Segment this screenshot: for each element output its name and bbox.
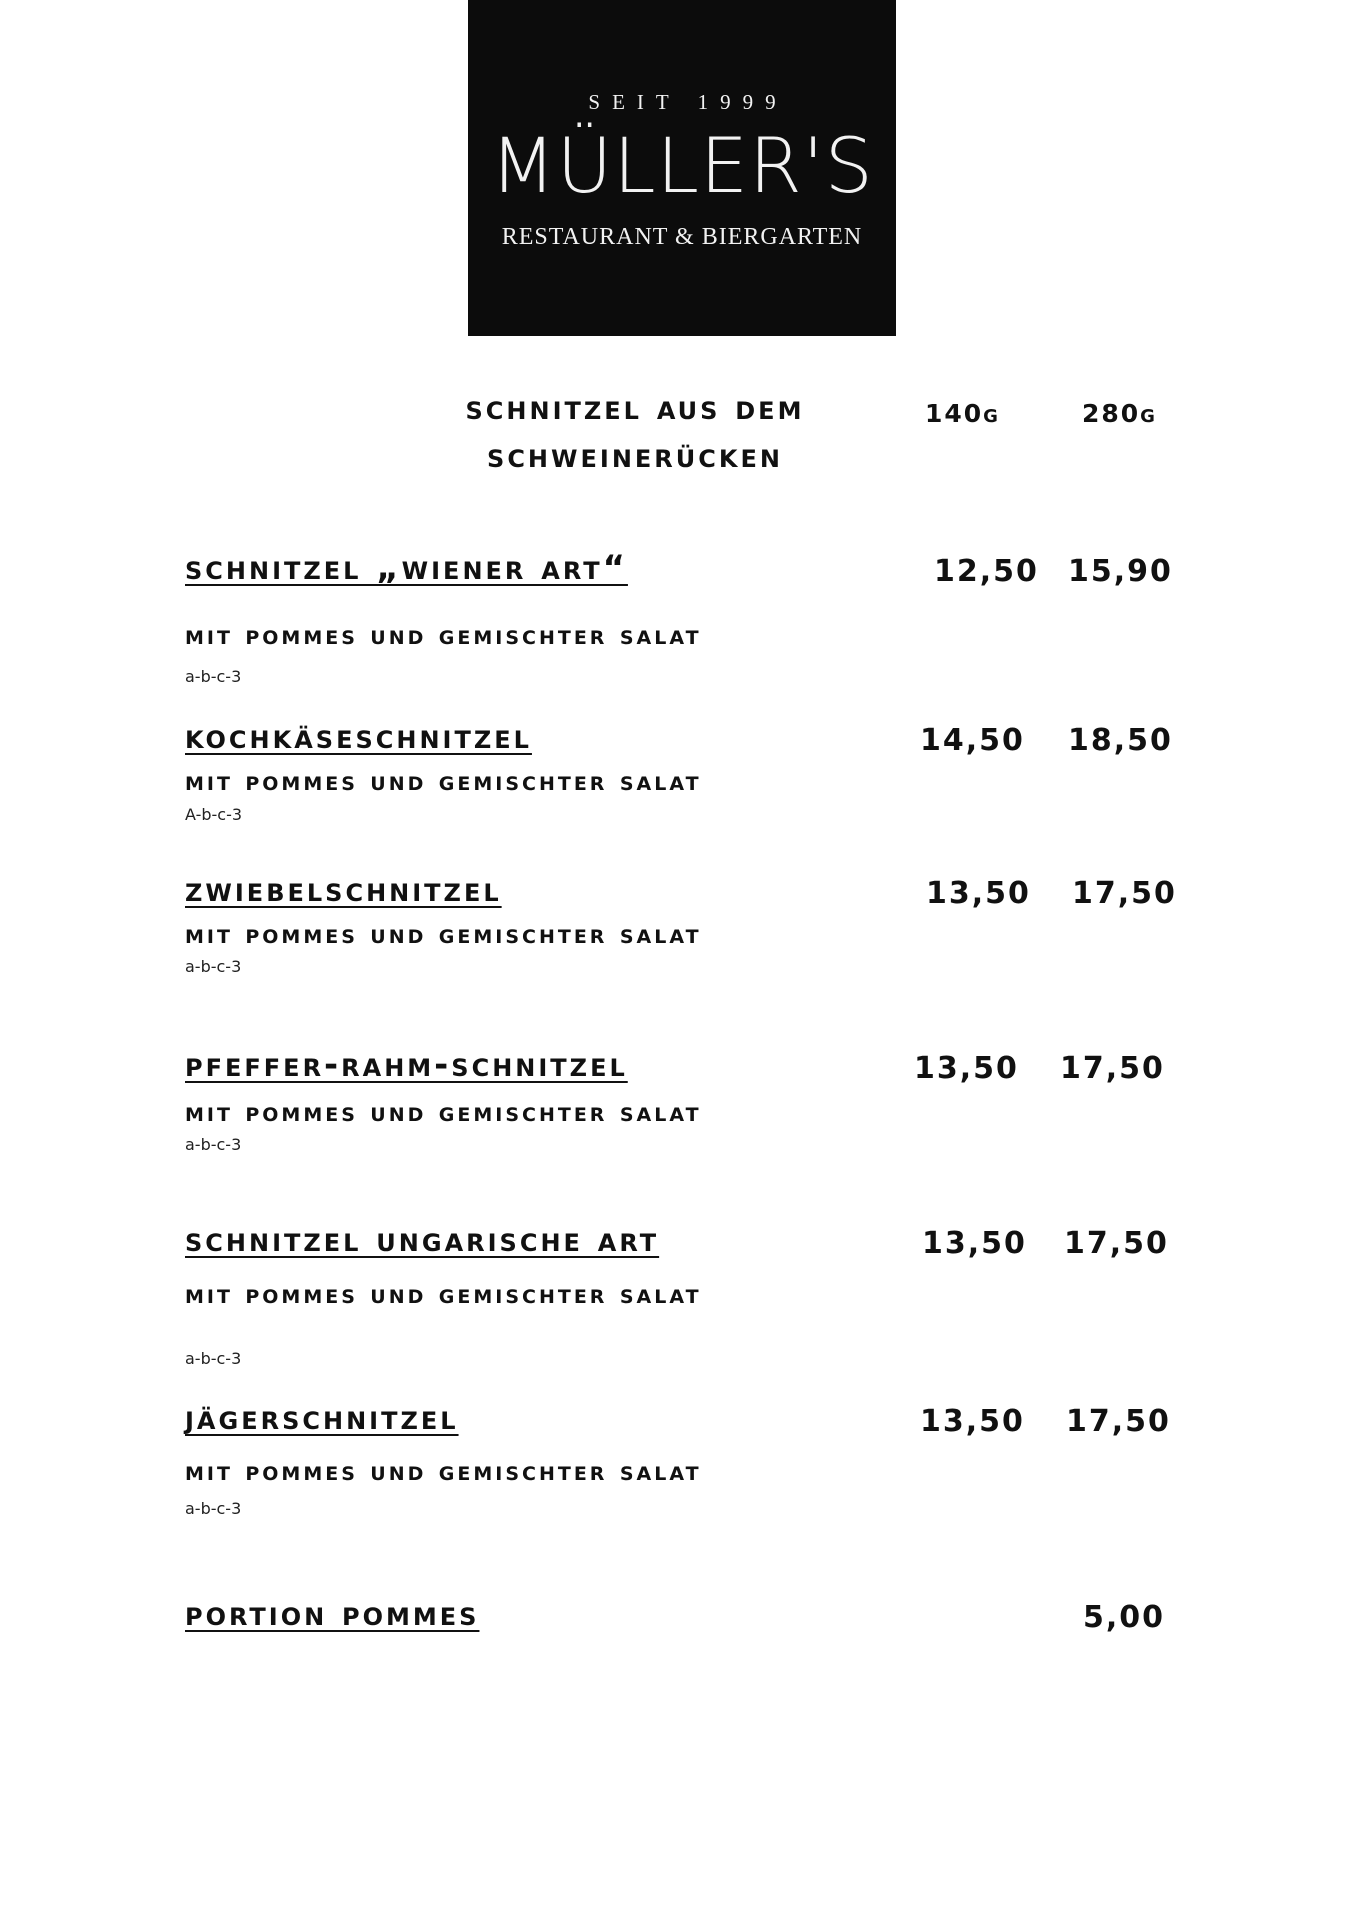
size-label-large: 280g: [1082, 399, 1157, 428]
menu-item-allergens: a-b-c-3: [185, 667, 242, 686]
menu-item-description: mit pommes und gemischter salat: [185, 1279, 702, 1310]
menu-item-price-large: 15,90: [1068, 554, 1173, 589]
logo-since: SEIT 1999: [588, 90, 788, 114]
menu-item-allergens: a-b-c-3: [185, 1135, 242, 1154]
menu-item-price-large: 18,50: [1068, 723, 1173, 758]
menu-item-allergens: a-b-c-3: [185, 957, 242, 976]
menu-item-price-small: 13,50: [926, 876, 1031, 911]
section-title-line-2: schweinerücken: [487, 436, 783, 476]
menu-item-name: schnitzel ungarische art: [185, 1220, 660, 1260]
section-title-line-1: schnitzel aus dem: [465, 388, 805, 428]
menu-item-description: mit pommes und gemischter salat: [185, 919, 702, 950]
menu-item-allergens: a-b-c-3: [185, 1349, 242, 1368]
menu-item-name: pfeffer-rahm-schnitzel: [185, 1045, 628, 1085]
menu-item-price-small: 14,50: [920, 723, 1025, 758]
menu-item-description: mit pommes und gemischter salat: [185, 1456, 702, 1487]
logo-name: MÜLLER'S: [490, 121, 874, 210]
menu-item-price-small: 12,50: [934, 554, 1039, 589]
menu-item-allergens: A-b-c-3: [185, 805, 243, 824]
menu-item-name: zwiebelschnitzel: [185, 870, 502, 910]
menu-item-description: mit pommes und gemischter salat: [185, 620, 702, 651]
menu-item-price: 5,00: [1083, 1600, 1166, 1635]
menu-item-description: mit pommes und gemischter salat: [185, 1097, 702, 1128]
menu-item-price-small: 13,50: [914, 1051, 1019, 1086]
logo-subtitle: RESTAURANT & BIERGARTEN: [501, 224, 863, 250]
menu-item-price-large: 17,50: [1064, 1226, 1169, 1261]
menu-item-price-small: 13,50: [920, 1404, 1025, 1439]
section-title: [370, 384, 900, 480]
menu-item-price-small: 13,50: [922, 1226, 1027, 1261]
menu-item-price-large: 17,50: [1066, 1404, 1171, 1439]
menu-item-name: jägerschnitzel: [185, 1398, 459, 1438]
menu-item-price-large: 17,50: [1060, 1051, 1165, 1086]
menu-item-description: mit pommes und gemischter salat: [185, 766, 702, 797]
menu-item-allergens: a-b-c-3: [185, 1499, 242, 1518]
menu-item-name: schnitzel „wiener art“: [185, 548, 628, 588]
restaurant-logo: [468, 0, 896, 336]
size-label-small: 140g: [925, 399, 1000, 428]
menu-item-price-large: 17,50: [1072, 876, 1177, 911]
menu-item-name: portion pommes: [185, 1594, 480, 1634]
menu-item-name: kochkäseschnitzel: [185, 717, 532, 757]
